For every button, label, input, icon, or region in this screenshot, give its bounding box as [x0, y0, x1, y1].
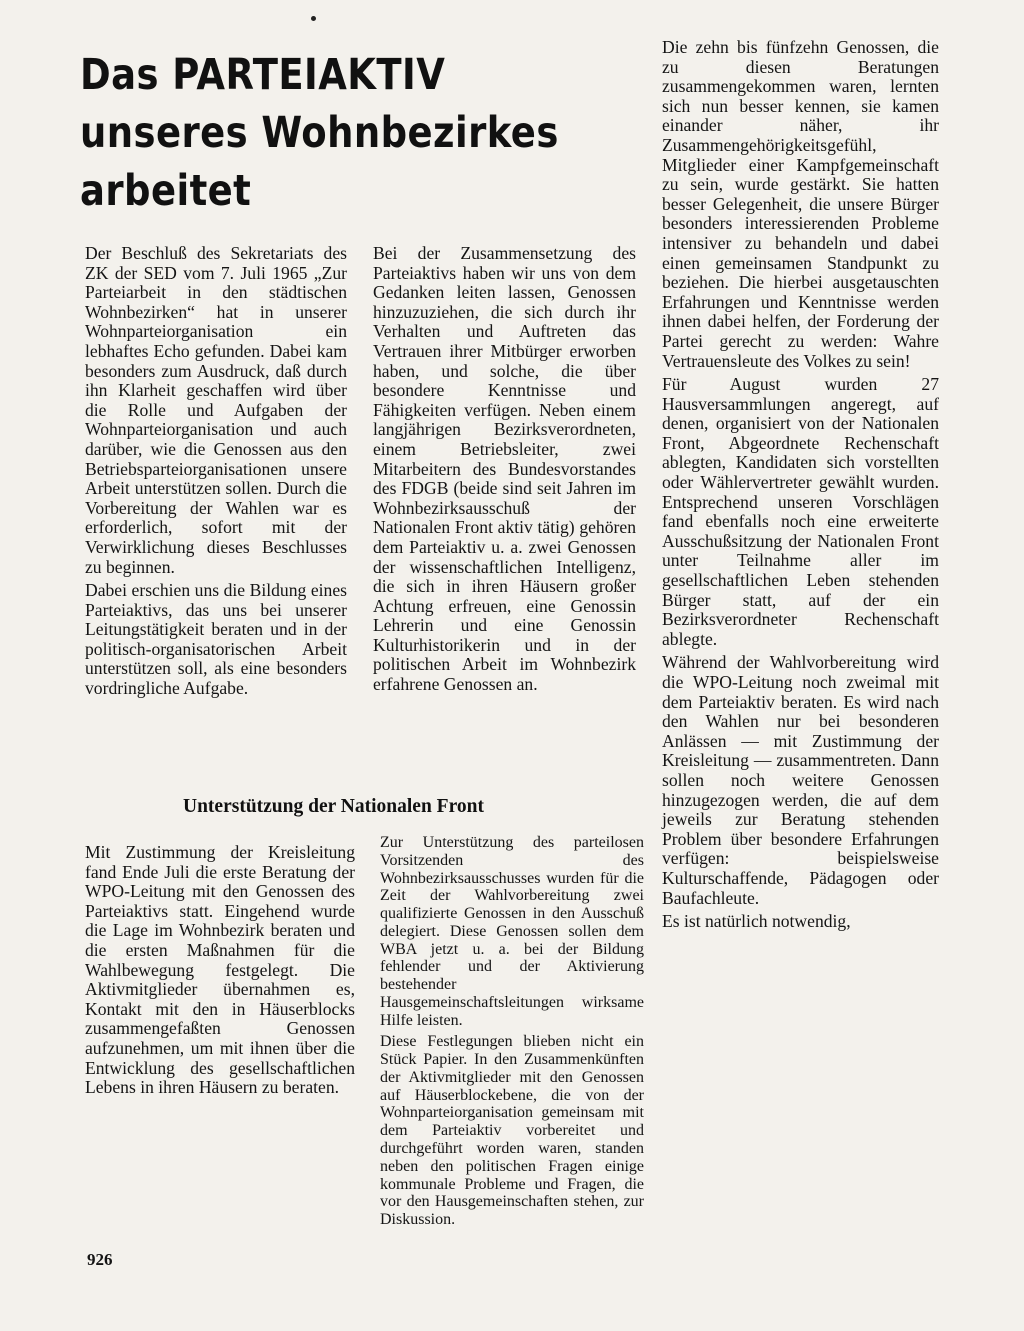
column-3	[662, 38, 939, 936]
column-2-top	[373, 244, 636, 699]
paragraph-10: Es ist natürlich notwendig,	[662, 911, 851, 932]
paragraph-4: Mit Zustimmung der Kreisleitung fand Ende Juli die erste Beratung der WPO-Leitung mit den Genossen des Parteiaktivs statt. Eingehend wurde die Lage im Wohnbezirk beraten und die ersten Maßnahmen für die Wahlbewegung festgelegt. Die Aktivmitglieder übernahmen es, Kontakt mit den in Häuserblocks zusammengefaßten Genossen aufzunehmen, um mit ihnen über die Entwicklung des gesellschaftlichen Lebens in ihren Häusern zu beraten.	[85, 842, 355, 1098]
headline-line-3: arbeitet	[80, 166, 252, 216]
paragraph-3: Bei der Zusammensetzung des Parteiaktivs haben wir uns von dem Gedanken leiten lassen, Genossen hinzuzuziehen, die sich durch ihr Verhalten und Auftreten das Vertrauen ihrer Mitbürger erworben haben, und solche, die über besondere Kenntnisse und Fähigkeiten verfügen. Neben einem langjährigen Bezirksverordneten, einem Betriebsleiter, zwei Mitarbeitern des Bundesvorstandes des FDGB (beide sind seit Jahren im Wohnbezirksausschuß der Nationalen Front aktiv tätig) gehören dem Parteiaktiv u. a. zwei Genossen der wissenschaftlichen Intelligenz, die sich in ihren Häusern großer Achtung erfreuen, eine Genossin Lehrerin und eine Genossin Kulturhistorikerin und in der politischen Arbeit im Wohnbezirk erfahrene Genossen an.	[373, 243, 636, 695]
headline-line-2: unseres Wohnbezirkes	[80, 108, 559, 158]
section-subheading: Unterstützung der Nationalen Front	[183, 796, 484, 817]
print-dot	[311, 16, 316, 21]
page-number: 926	[87, 1250, 113, 1269]
article-headline	[80, 46, 562, 220]
paragraph-8: Für August wurden 27 Hausversammlungen angeregt, auf denen, organisiert von der Nationalen Front, Abgeordnete Rechenschaft ablegten, Kandidaten sich vorstellten oder Wählervertreter gewählt wurden. Entsprechend unseren Vorschlägen fand ebenfalls noch eine erweiterte Ausschußsitzung der Nationalen Front unter Teilnahme aller im gesellschaftlichen Leben stehenden Bürger statt, auf der ein Bezirksverordneter Rechenschaft ablegte.	[662, 374, 939, 649]
paragraph-6: Diese Festlegungen blieben nicht ein Stück Papier. In den Zusammenkünften der Aktivmitglieder mit den Genossen auf Häuserblockebene, die von der Wohnparteiorganisation gemeinsam mit dem Parteiaktiv vorbereitet und durchgeführt worden waren, standen neben den politischen Fragen einige kommunale Probleme und Fragen, die vor den Hausgemeinschaften stehen, zur Diskussion.	[380, 1033, 644, 1229]
paragraph-7: Die zehn bis fünfzehn Genossen, die zu diesen Beratungen zusammengekommen waren, lernten sich nun besser kennen, sie kamen einander näher, ihr Zusammengehörigkeitsgefühl, Mitglieder einer Kampfgemeinschaft zu sein, wurde gestärkt. Sie hatten besser Gelegenheit, die unsere Bürger besonders interessierenden Probleme intensiver zu behandeln und dabei einen gemeinsamen Standpunkt zu beziehen. Die hierbei ausgetauschten Erfahrungen und Kenntnisse werden ihnen dabei helfen, der Forderung der Partei gerecht zu werden: Wahre Vertrauensleute des Volkes zu sein!	[662, 37, 939, 371]
paragraph-5: Zur Unterstützung des parteilosen Vorsitzenden des Wohnbezirksausschusses wurden für die Zeit der Wahlvorbereitung zwei qualifizierte Genossen in den Ausschuß delegiert. Diese Genossen sollen dem WBA jetzt u. a. bei der Bildung fehlender und der Aktivierung bestehender Hausgemeinschaftsleitungen wirksame Hilfe leisten.	[380, 834, 644, 1029]
headline-line-1: Das PARTEIAKTIV	[80, 50, 446, 100]
paragraph-1: Der Beschluß des Sekretariats des ZK der SED vom 7. Juli 1965 „Zur Parteiarbeit in den städtischen Wohnbezirken“ hat in unserer Wohnparteiorganisation ein lebhaftes Echo gefunden. Dabei kam besonders zum Ausdruck, daß durch ihn Klarheit geschaffen wird über die Rolle und Aufgaben der Wohnparteiorganisation und auch darüber, wie die Genossen aus den Betriebsparteiorganisationen unsere Arbeit unterstützen sollen. Durch die Vorbereitung der Wahlen war es erforderlich, sofort mit der Verwirklichung dieses Beschlusses zu beginnen.	[85, 243, 347, 577]
paragraph-2: Dabei erschien uns die Bildung eines Parteiaktivs, das uns bei unserer Leitungstätigkeit beraten und in der politisch-organisatorischen Arbeit unterstützen soll, als eine besonders vordringliche Aufgabe.	[85, 580, 347, 699]
column-2-bottom	[380, 834, 644, 1233]
column-1-bottom	[85, 843, 355, 1102]
column-1-top	[85, 244, 347, 703]
paragraph-9: Während der Wahlvorbereitung wird die WPO-Leitung noch zweimal mit dem Parteiaktiv beraten. Es wird nach den Wahlen nur bei besonderen Anlässen — mit Zustimmung der Kreisleitung — zusammentreten. Dann sollen noch weitere Genossen hinzugezogen werden, die auf dem jeweils zur Beratung stehenden Problem über besondere Erfahrungen verfügen: beispielsweise Kulturschaffende, Pädagogen oder Baufachleute.	[662, 652, 939, 908]
